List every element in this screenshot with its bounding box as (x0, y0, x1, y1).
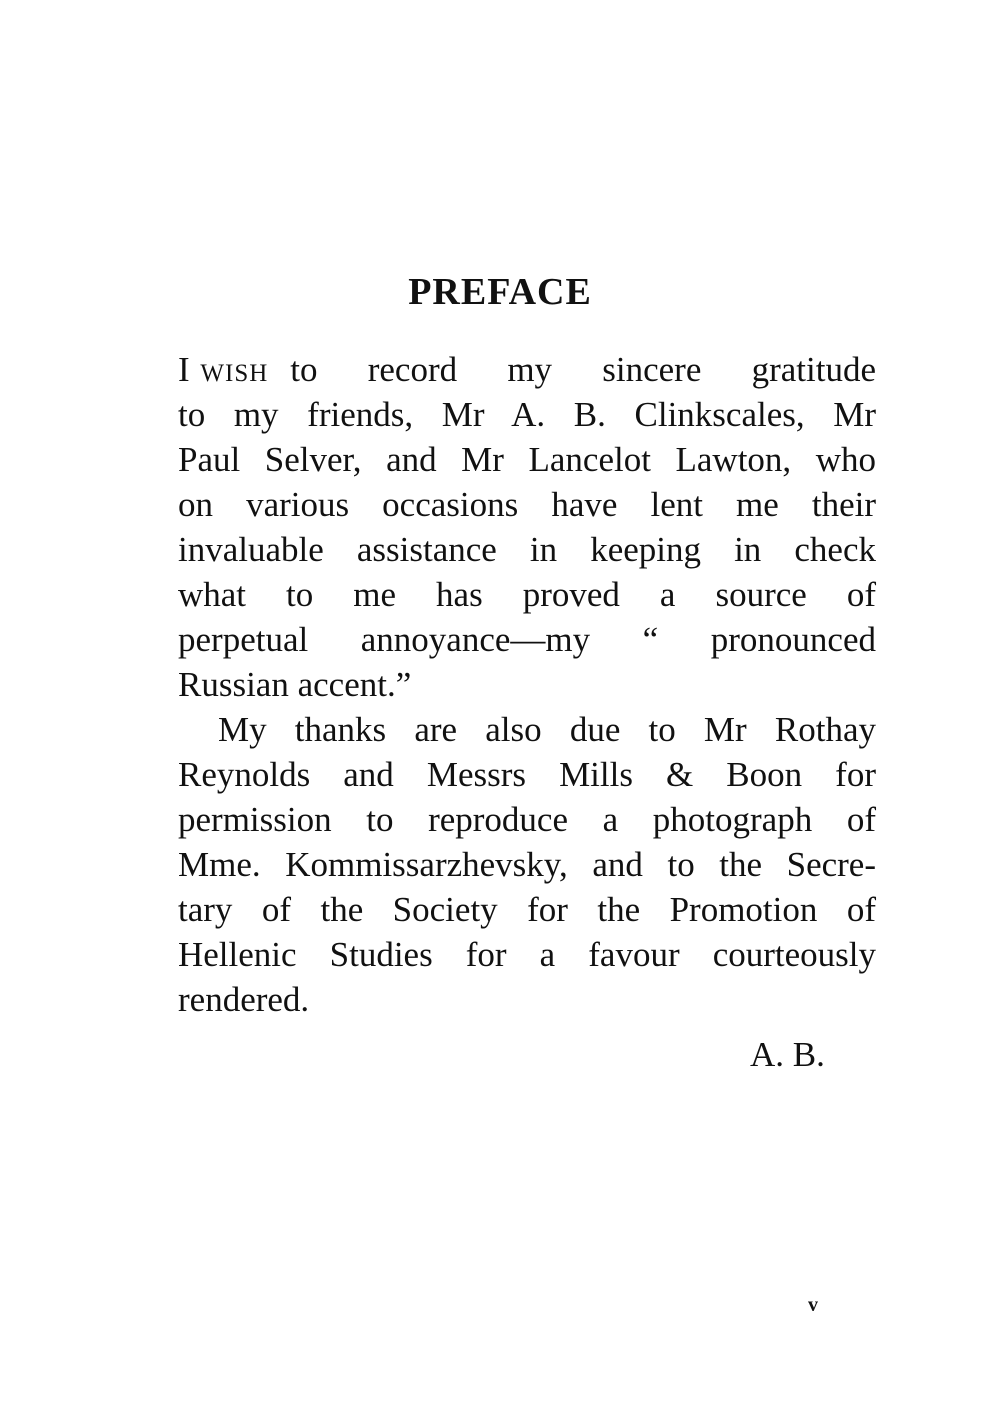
text-line: on various occasions have lent me their (178, 485, 876, 524)
opening-words: I wish (178, 350, 269, 389)
page-number: v (808, 1294, 818, 1316)
paragraph-2 (178, 707, 876, 1022)
text-line: Mme. Kommissarzhevsky, and to the Secre- (178, 845, 876, 884)
text-line: permission to reproduce a photograph of (178, 800, 876, 839)
text-line: Paul Selver, and Mr Lancelot Lawton, who (178, 440, 876, 479)
paragraph-1 (178, 347, 876, 707)
text-line (178, 347, 876, 392)
text-line: Reynolds and Messrs Mills & Boon for (178, 755, 876, 794)
text-line: My thanks are also due to Mr Rothay (218, 710, 876, 749)
page-title: PREFACE (408, 271, 592, 313)
text-line: invaluable assistance in keeping in check (178, 530, 876, 569)
text-line: rendered. (178, 980, 310, 1019)
signature: A. B. (750, 1035, 825, 1074)
preface-body (178, 347, 876, 1022)
line-text: to record my sincere gratitude (290, 350, 876, 389)
text-line: perpetual annoyance—my “ pronounced (178, 620, 876, 659)
text-line: Russian accent.” (178, 665, 412, 704)
text-line: Hellenic Studies for a favour courteously (178, 935, 876, 974)
text-line: tary of the Society for the Promotion of (178, 890, 876, 929)
text-line: what to me has proved a source of (178, 575, 876, 614)
text-line: to my friends, Mr A. B. Clinkscales, Mr (178, 395, 876, 434)
